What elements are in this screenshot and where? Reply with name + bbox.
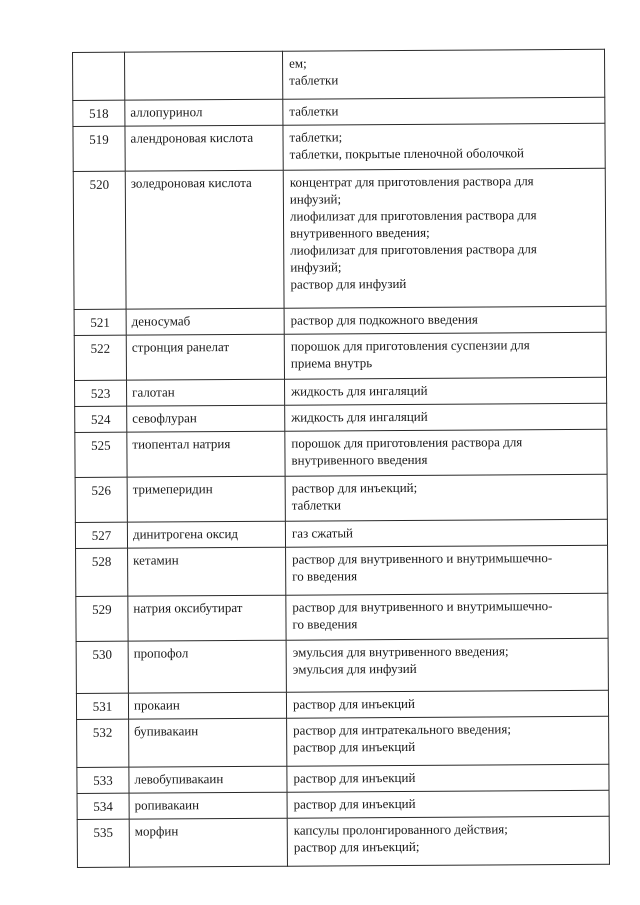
dosage-form: раствор для инъекций xyxy=(286,690,608,718)
dosage-form: концентрат для приготовления раствора для инфузий; лиофилизат для приготовления раствора для внутривенного введения; лиофилизат для приготовления раствора для инфузий; раствор для инфузий xyxy=(283,168,606,308)
row-number: 525 xyxy=(75,432,127,477)
row-number: 529 xyxy=(76,596,128,641)
dosage-form: газ сжатый xyxy=(285,519,607,547)
dosage-form: раствор для внутривенного и внутримышечно- го введения xyxy=(286,545,608,595)
dosage-form: раствор для интратекального введения; раствор для инъекций xyxy=(287,716,609,766)
dosage-form: жидкость для ингаляций xyxy=(285,377,607,405)
row-number: 524 xyxy=(75,406,127,432)
dosage-form: таблетки xyxy=(283,97,605,125)
table-row xyxy=(74,332,606,380)
drug-name: пропофол xyxy=(128,640,286,693)
table-row xyxy=(75,377,607,406)
dosage-form: порошок для приготовления раствора для внутривенного введения xyxy=(285,429,607,476)
row-number: 521 xyxy=(74,309,126,335)
row-number: 520 xyxy=(73,171,126,309)
drug-name: бупивакаин xyxy=(129,718,287,767)
dosage-form: раствор для инъекций xyxy=(287,790,609,818)
table-row xyxy=(75,474,607,522)
table-row xyxy=(73,168,606,309)
row-number: 518 xyxy=(73,100,125,126)
table-row xyxy=(77,764,609,793)
dosage-form: эмульсия для внутривенного введения; эмульсия для инфузий xyxy=(286,638,608,692)
row-number: 526 xyxy=(75,477,127,522)
drug-name: тиопентал натрия xyxy=(127,431,285,477)
drug-name: левобупивакаин xyxy=(129,766,287,793)
table-row xyxy=(77,816,609,867)
drug-name: аллопуринол xyxy=(125,99,283,126)
table-row xyxy=(77,790,609,819)
dosage-form: ем; таблетки xyxy=(282,49,604,99)
medication-table xyxy=(72,49,610,868)
row-number: 531 xyxy=(76,693,128,719)
table-row xyxy=(75,519,607,548)
drug-name: золедроновая кислота xyxy=(125,170,284,309)
drug-name: прокаин xyxy=(128,692,286,719)
table-row xyxy=(76,638,608,693)
dosage-form: капсулы пролонгированного действия; раствор для инъекций; xyxy=(287,816,609,866)
row-number: 532 xyxy=(77,719,129,767)
row-number: 522 xyxy=(74,335,126,380)
drug-name: кетамин xyxy=(128,547,286,596)
drug-name: ропивакаин xyxy=(129,792,287,819)
table-row xyxy=(74,306,606,335)
drug-name: алендроновая кислота xyxy=(125,125,283,171)
row-number: 528 xyxy=(76,548,128,596)
drug-name: севофлуран xyxy=(127,405,285,432)
drug-name: тримеперидин xyxy=(127,476,285,522)
row-number: 519 xyxy=(73,126,125,171)
dosage-form: порошок для приготовления суспензии для приема внутрь xyxy=(284,332,606,379)
drug-name: динитрогена оксид xyxy=(127,521,285,548)
table-row xyxy=(76,593,608,641)
dosage-form: раствор для инъекций; таблетки xyxy=(285,474,607,521)
dosage-form: таблетки; таблетки, покрытые пленочной оболочкой xyxy=(283,123,605,170)
table-row xyxy=(76,545,608,596)
row-number: 527 xyxy=(75,522,127,548)
drug-name: натрия оксибутират xyxy=(128,595,286,641)
table-row xyxy=(75,429,607,477)
row-number xyxy=(73,52,125,100)
row-number: 534 xyxy=(77,793,129,819)
table-row xyxy=(73,97,605,126)
table-row xyxy=(76,690,608,719)
drug-name: деносумаб xyxy=(126,308,284,335)
dosage-form: жидкость для ингаляций xyxy=(285,403,607,431)
drug-name xyxy=(125,51,283,100)
row-number: 533 xyxy=(77,767,129,793)
row-number: 530 xyxy=(76,641,128,693)
table-row xyxy=(73,49,605,100)
drug-name: галотан xyxy=(127,379,285,406)
table-row xyxy=(77,716,609,767)
drug-name: морфин xyxy=(129,818,287,867)
dosage-form: раствор для инъекций xyxy=(287,764,609,792)
dosage-form: раствор для подкожного введения xyxy=(284,306,606,334)
drug-name: стронция ранелат xyxy=(126,334,284,380)
table-row xyxy=(73,123,605,171)
row-number: 523 xyxy=(75,380,127,406)
row-number: 535 xyxy=(77,819,129,867)
dosage-form: раствор для внутривенного и внутримышечно- го введения xyxy=(286,593,608,640)
table-row xyxy=(75,403,607,432)
